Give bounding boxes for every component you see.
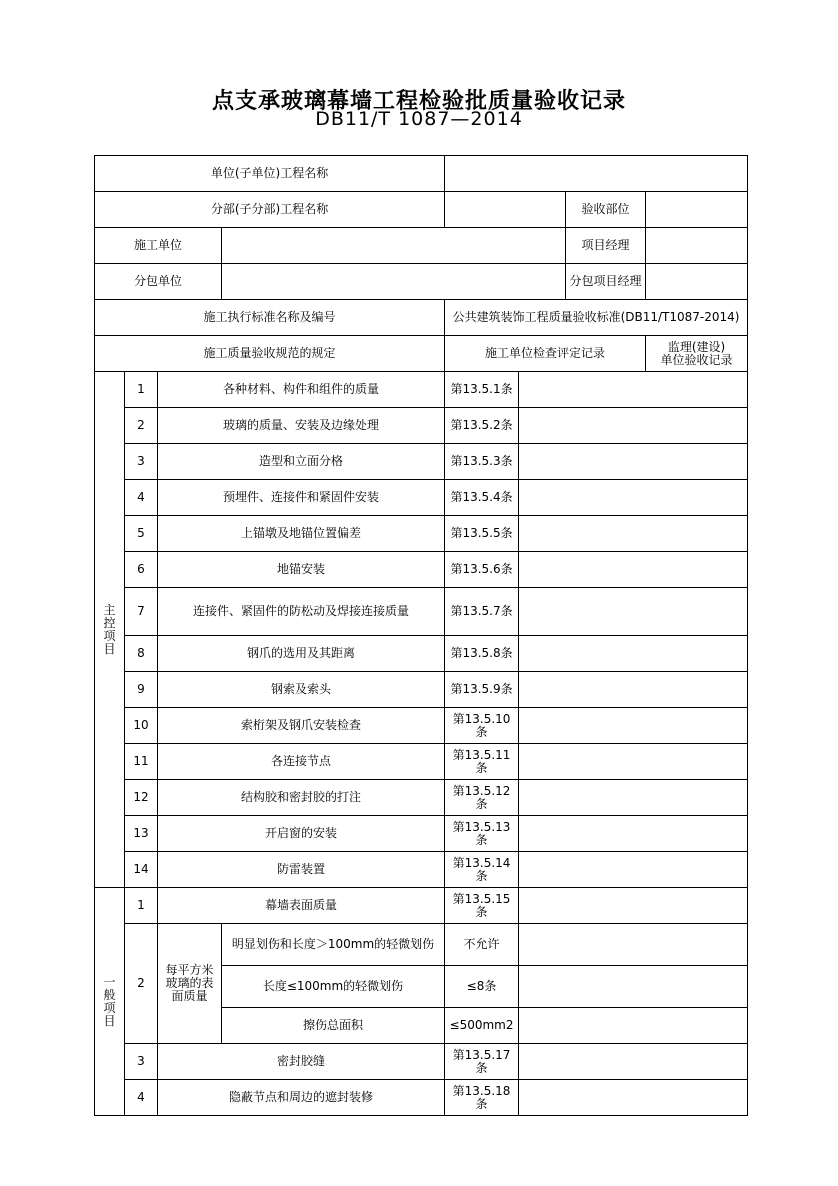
acceptance-part-value[interactable] — [646, 192, 748, 228]
project-manager-label: 项目经理 — [566, 228, 646, 264]
item-name: 钢爪的选用及其距离 — [158, 636, 445, 672]
sub-project-label: 分部(子分部)工程名称 — [95, 192, 445, 228]
item-number: 4 — [125, 480, 158, 516]
check-record-cell[interactable] — [519, 744, 748, 780]
main-item-row — [95, 480, 748, 516]
general-item-row — [95, 1044, 748, 1080]
main-item-row — [95, 408, 748, 444]
group-label-char: 目 — [103, 1013, 116, 1028]
subcontract-manager-value[interactable] — [646, 264, 748, 300]
item-name: 钢索及索头 — [158, 672, 445, 708]
subcontract-manager-label: 分包项目经理 — [566, 264, 646, 300]
item-clause: 第13.5.15条 — [445, 888, 519, 924]
group-label-char: 项 — [103, 628, 116, 643]
general-subitem-row — [95, 924, 748, 966]
item-number: 13 — [125, 816, 158, 852]
subcontract-unit-label: 分包单位 — [95, 264, 222, 300]
document-standard-code: DB11/T 1087—2014 — [315, 108, 523, 130]
item-name: 各种材料、构件和组件的质量 — [158, 372, 445, 408]
item-name: 预埋件、连接件和紧固件安装 — [158, 480, 445, 516]
general-group-label — [95, 888, 125, 1116]
item-clause: 第13.5.11条 — [445, 744, 519, 780]
main-group-label — [95, 372, 125, 888]
check-record-cell[interactable] — [519, 924, 748, 966]
main-item-row — [95, 708, 748, 744]
item-number: 12 — [125, 780, 158, 816]
item-clause: 第13.5.1条 — [445, 372, 519, 408]
main-item-row — [95, 552, 748, 588]
item-number: 1 — [125, 888, 158, 924]
item-name: 各连接节点 — [158, 744, 445, 780]
acceptance-part-label: 验收部位 — [566, 192, 646, 228]
item-clause: 第13.5.13条 — [445, 816, 519, 852]
check-record-cell[interactable] — [519, 672, 748, 708]
main-item-row — [95, 444, 748, 480]
document-title: 点支承玻璃幕墙工程检验批质量验收记录 — [211, 89, 626, 114]
group-label-char: 项 — [103, 1000, 116, 1015]
column-header-spec: 施工质量验收规范的规定 — [95, 336, 445, 372]
subitem-value: ≤8条 — [445, 966, 519, 1008]
group-label-char: 控 — [103, 615, 116, 630]
item-name: 索桁架及钢爪安装检查 — [158, 708, 445, 744]
main-item-row — [95, 636, 748, 672]
check-record-cell[interactable] — [519, 780, 748, 816]
check-record-cell[interactable] — [519, 708, 748, 744]
check-record-cell[interactable] — [519, 372, 748, 408]
item-clause: 第13.5.5条 — [445, 516, 519, 552]
column-header-supervision — [646, 336, 748, 372]
main-item-row — [95, 816, 748, 852]
check-record-cell[interactable] — [519, 408, 748, 444]
check-record-cell[interactable] — [519, 636, 748, 672]
supervision-header-line-2: 单位验收记录 — [660, 352, 733, 367]
check-record-cell[interactable] — [519, 888, 748, 924]
general-item-row — [95, 1080, 748, 1116]
check-record-cell[interactable] — [519, 966, 748, 1008]
check-record-cell[interactable] — [519, 480, 748, 516]
item-clause: 第13.5.6条 — [445, 552, 519, 588]
item-number: 8 — [125, 636, 158, 672]
item-name: 开启窗的安装 — [158, 816, 445, 852]
item-number: 14 — [125, 852, 158, 888]
main-item-row — [95, 588, 748, 636]
item-name: 地锚安装 — [158, 552, 445, 588]
item-number: 3 — [125, 444, 158, 480]
group-label-char: 主 — [103, 602, 116, 617]
item-number: 1 — [125, 372, 158, 408]
unit-project-label: 单位(子单位)工程名称 — [95, 156, 445, 192]
item-clause: 第13.5.9条 — [445, 672, 519, 708]
item-clause: 第13.5.10条 — [445, 708, 519, 744]
main-item-row — [95, 780, 748, 816]
item-name: 玻璃的质量、安装及边缘处理 — [158, 408, 445, 444]
subitem-name: 明显划伤和长度＞100mm的轻微划伤 — [222, 924, 445, 966]
unit-project-value[interactable] — [445, 156, 748, 192]
main-item-row — [95, 516, 748, 552]
item-number: 5 — [125, 516, 158, 552]
subitem-value: 不允许 — [445, 924, 519, 966]
item-clause: 第13.5.7条 — [445, 588, 519, 636]
group-label-char: 般 — [103, 987, 116, 1002]
item-number: 9 — [125, 672, 158, 708]
item-clause: 第13.5.12条 — [445, 780, 519, 816]
item-number: 10 — [125, 708, 158, 744]
construction-unit-value[interactable] — [222, 228, 566, 264]
subcontract-unit-value[interactable] — [222, 264, 566, 300]
group-label-char: 一 — [103, 974, 116, 989]
item-clause: 第13.5.8条 — [445, 636, 519, 672]
item-clause: 第13.5.3条 — [445, 444, 519, 480]
check-record-cell[interactable] — [519, 852, 748, 888]
subitem-value: ≤500mm2 — [445, 1008, 519, 1044]
check-record-cell[interactable] — [519, 516, 748, 552]
item-name: 隐蔽节点和周边的遮封装修 — [158, 1080, 445, 1116]
check-record-cell[interactable] — [519, 552, 748, 588]
item-clause: 第13.5.17条 — [445, 1044, 519, 1080]
item-number: 3 — [125, 1044, 158, 1080]
construction-unit-label: 施工单位 — [95, 228, 222, 264]
item-number: 4 — [125, 1080, 158, 1116]
main-item-row — [95, 672, 748, 708]
subitem-name: 长度≤100mm的轻微划伤 — [222, 966, 445, 1008]
item-name: 密封胶缝 — [158, 1044, 445, 1080]
item-number: 6 — [125, 552, 158, 588]
check-record-cell[interactable] — [519, 1080, 748, 1116]
check-record-cell[interactable] — [519, 1008, 748, 1044]
column-header-check: 施工单位检查评定记录 — [445, 336, 646, 372]
supervision-header-line-1: 监理(建设) — [667, 339, 726, 354]
item-number: 2 — [125, 408, 158, 444]
item-number: 7 — [125, 588, 158, 636]
inspection-record-table — [94, 155, 748, 1116]
item-number: 11 — [125, 744, 158, 780]
general-item-row — [95, 888, 748, 924]
check-record-cell[interactable] — [519, 816, 748, 852]
group-label-char: 目 — [103, 641, 116, 656]
item-name: 造型和立面分格 — [158, 444, 445, 480]
main-item-row — [95, 372, 748, 408]
item-name: 幕墙表面质量 — [158, 888, 445, 924]
item-clause: 第13.5.14条 — [445, 852, 519, 888]
subitem-name: 擦伤总面积 — [222, 1008, 445, 1044]
check-record-cell[interactable] — [519, 588, 748, 636]
main-item-row — [95, 852, 748, 888]
standard-label: 施工执行标准名称及编号 — [95, 300, 445, 336]
item-name: 防雷装置 — [158, 852, 445, 888]
item-clause: 第13.5.4条 — [445, 480, 519, 516]
check-record-cell[interactable] — [519, 444, 748, 480]
sub-project-value[interactable] — [445, 192, 566, 228]
item-name: 上锚墩及地锚位置偏差 — [158, 516, 445, 552]
project-manager-value[interactable] — [646, 228, 748, 264]
check-record-cell[interactable] — [519, 1044, 748, 1080]
main-item-row — [95, 744, 748, 780]
item-clause: 第13.5.2条 — [445, 408, 519, 444]
item-clause: 第13.5.18条 — [445, 1080, 519, 1116]
item-name: 每平方米玻璃的表面质量 — [158, 924, 222, 1044]
item-name: 连接件、紧固件的防松动及焊接连接质量 — [158, 588, 445, 636]
item-name: 结构胶和密封胶的打注 — [158, 780, 445, 816]
item-number: 2 — [125, 924, 158, 1044]
standard-value: 公共建筑装饰工程质量验收标准(DB11/T1087-2014) — [445, 300, 748, 336]
